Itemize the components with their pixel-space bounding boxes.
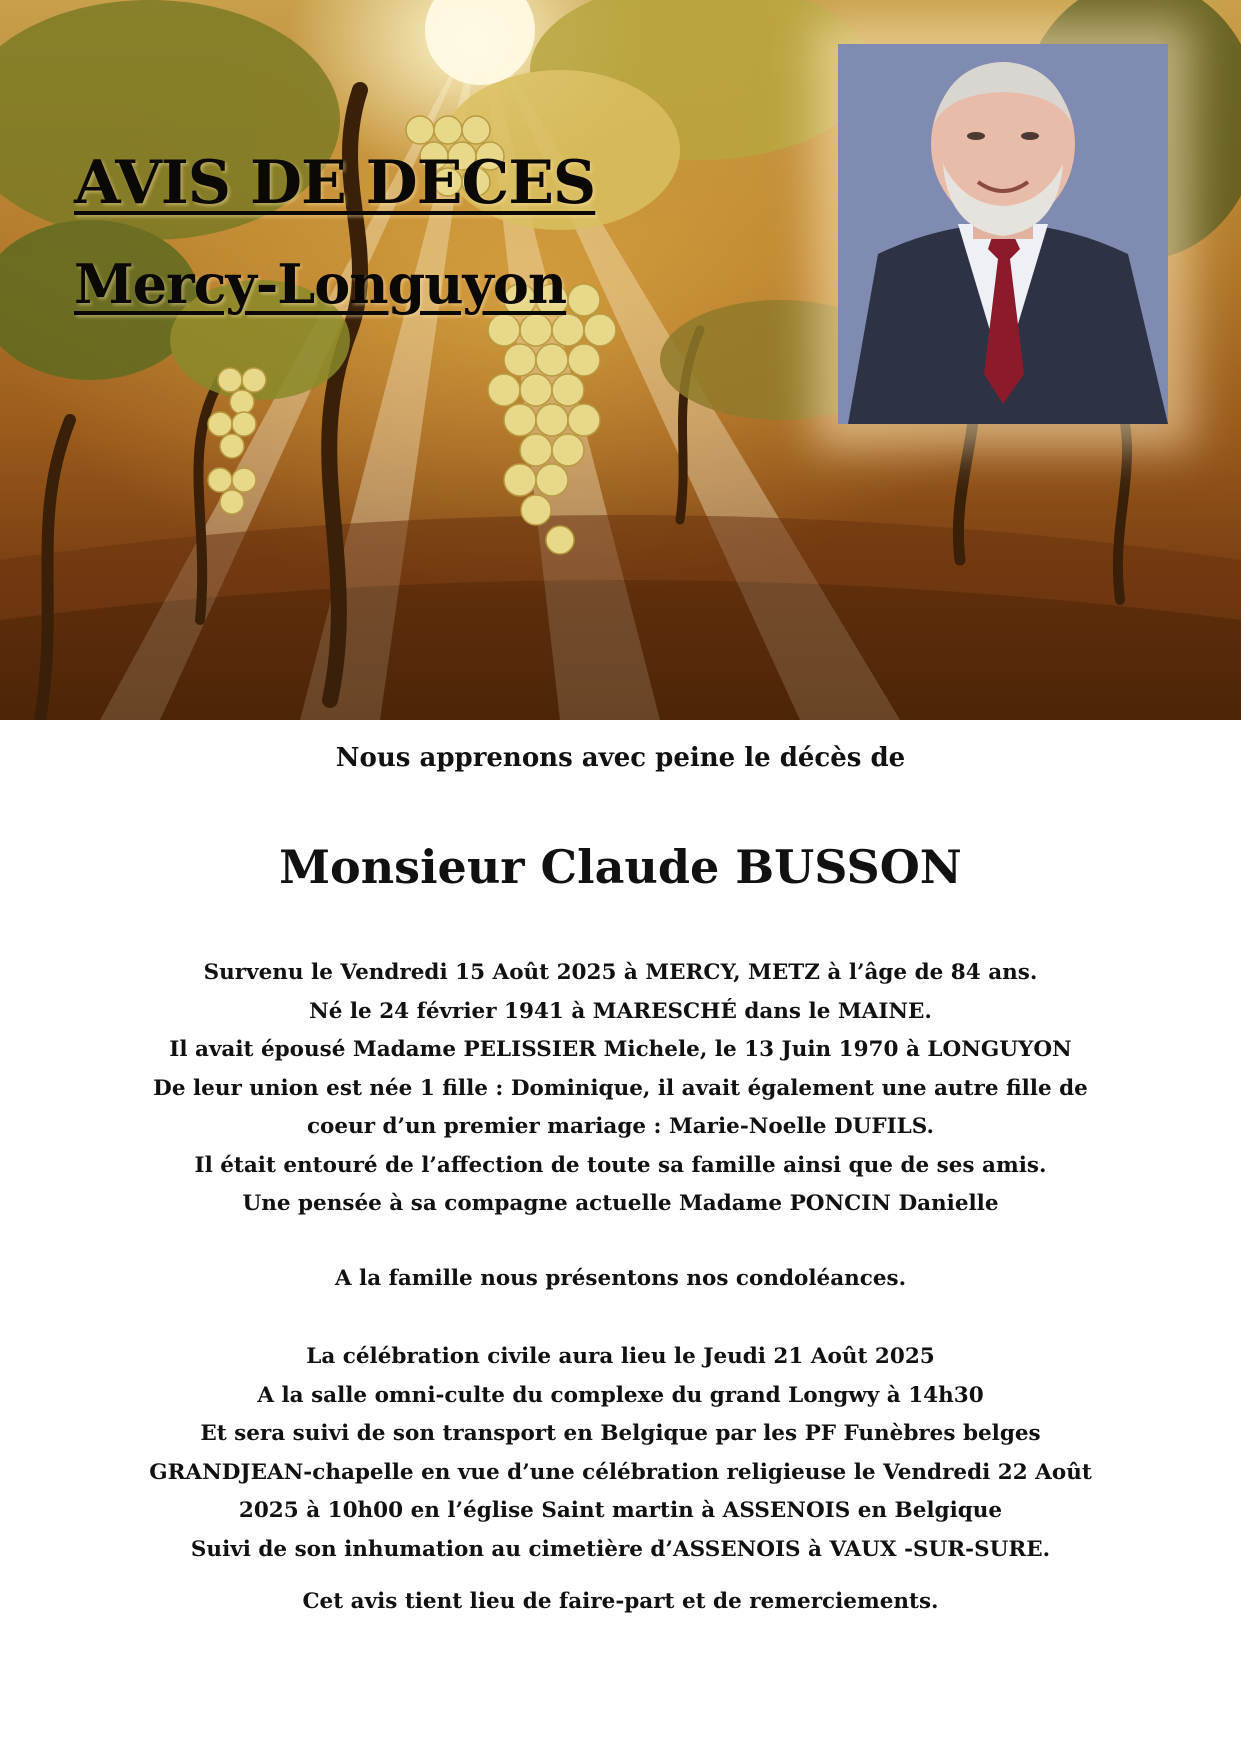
ceremony-line: 2025 à 10h00 en l’église Saint martin à ASSENOIS en Belgique: [238, 1498, 1003, 1523]
intro-text: Nous apprenons avec peine le décès de: [335, 743, 906, 773]
biography-line: De leur union est née 1 fille : Dominique, il avait également une autre fille de: [153, 1075, 1088, 1101]
vineyard-banner: [0, 0, 1241, 720]
ceremony-line: Suivi de son inhumation au cimetière d’ASSENOIS à VAUX -SUR-SURE.: [190, 1536, 1051, 1562]
condolences-text: A la famille nous présentons nos condoléances.: [334, 1265, 907, 1291]
biography-line: Survenu le Vendredi 15 Août 2025 à MERCY, METZ à l’âge de 84 ans.: [203, 960, 1038, 985]
ceremony-line: La célébration civile aura lieu le Jeudi 21 Août 2025: [306, 1344, 935, 1369]
ceremony-line: Et sera suivi de son transport en Belgique par les PF Funèbres belges: [200, 1421, 1041, 1446]
deceased-name: Monsieur Claude BUSSON: [279, 840, 962, 894]
biography-paragraph: [60, 954, 1181, 1224]
portrait-photo: [838, 44, 1168, 424]
portrait-illustration: [838, 44, 1168, 424]
biography-line: Né le 24 février 1941 à MARESCHÉ dans le MAINE.: [309, 998, 932, 1024]
biography-line: Il avait épousé Madame PELISSIER Michele, le 13 Juin 1970 à LONGUYON: [169, 1037, 1072, 1062]
ceremony-line: A la salle omni-culte du complexe du grand Longwy à 14h30: [257, 1382, 984, 1408]
notice-body: [60, 738, 1181, 1622]
ceremony-paragraph: [60, 1338, 1181, 1569]
biography-line: Une pensée à sa compagne actuelle Madame PONCIN Danielle: [242, 1191, 999, 1216]
closing-text: Cet avis tient lieu de faire-part et de remerciements.: [302, 1589, 939, 1614]
biography-line: coeur d’un premier mariage : Marie-Noelle DUFILS.: [306, 1114, 935, 1139]
ceremony-line: GRANDJEAN-chapelle en vue d’une célébration religieuse le Vendredi 22 Août: [149, 1459, 1092, 1485]
notice-location: Mercy-Longuyon: [74, 252, 567, 316]
notice-title: AVIS DE DECES: [74, 148, 596, 218]
biography-line: Il était entouré de l’affection de toute sa famille ainsi que de ses amis.: [194, 1152, 1047, 1178]
